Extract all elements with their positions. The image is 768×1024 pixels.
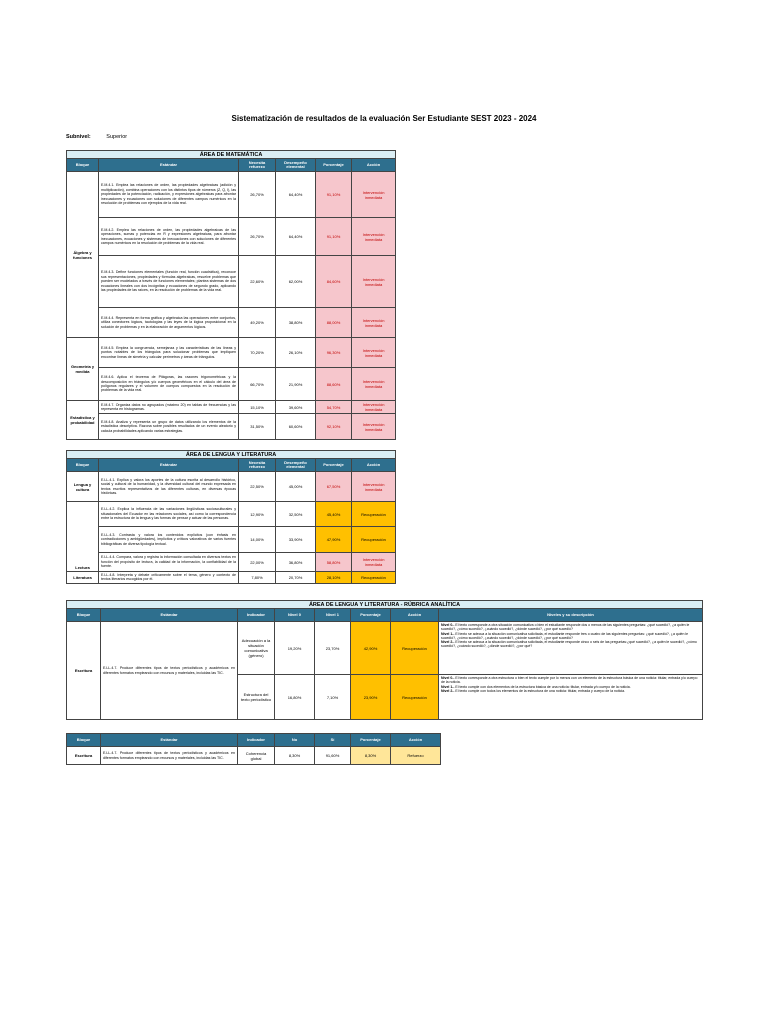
- matematica-table: [66, 150, 396, 440]
- col-porcentaje: Porcentaje: [316, 459, 352, 472]
- matematica-area-title: ÁREA DE MATEMÁTICA: [67, 151, 396, 159]
- col-estandar: Estándar: [99, 159, 239, 172]
- pct-cell: 28,10%: [316, 572, 352, 584]
- accion-cell: Recuperación: [391, 622, 439, 675]
- bloque-cell: Literatura: [67, 572, 99, 584]
- bloque-cell: Escritura: [67, 622, 101, 720]
- bloque-cell: Escritura: [67, 747, 101, 765]
- col-necesita-refuerzo: Necesita refuerzo: [239, 159, 276, 172]
- bloque-cell: Álgebra y funciones: [67, 172, 99, 338]
- table-row: [67, 338, 396, 368]
- estandar-cell: E.M.4.5. Emplea la congruencia, semejanza y las características de las líneas y puntos notables de los triángulos para solucionar problemas que impliquen encontrar líneas de simetría y calcular perímetros y áreas de triángulos.: [99, 338, 239, 368]
- table-row: [67, 414, 396, 440]
- accion-cell: Refuerzo: [391, 747, 441, 765]
- col-porcentaje: Porcentaje: [351, 734, 391, 747]
- col-si: Sí: [315, 734, 351, 747]
- nivel-item: Nivel 0.- El texto corresponde a otra estructura o bien el texto cumple por lo menos con un elemento de la estructura básica de una noticia: titular, entrada y/o cuerpo de la noticia.: [441, 676, 698, 685]
- col-estandar: Estándar: [99, 459, 239, 472]
- col-indicador: Indicador: [238, 734, 275, 747]
- n0-cell: 16,80%: [275, 675, 315, 720]
- pct-cell: 88,00%: [316, 308, 352, 338]
- estandar-cell: E.M.4.7. Organiza datos no agrupados (máximo 20) en tablas de frecuencias y las representa en histogramas.: [99, 401, 239, 414]
- nr-cell: 70,20%: [239, 338, 276, 368]
- estandar-cell: E.LL.4.4. Compara, valora y registra la información consultada en diversos textos en función del propósito de lectura, la calidad de la información, la confiabilidad de la fuente.: [99, 553, 239, 572]
- accion-cell: Intervención inmediata: [352, 338, 396, 368]
- nivel-item: Nivel 0.- El texto corresponde a otra situación comunicativa o bien el estudiante responde dos o menos de las siguientes preguntas: ¿qué sucedió?, ¿a quién le sucedió?, ¿cómo sucedió?, ¿cuándo sucedió?, ¿dónde sucedió?, ¿por qué sucedió?: [441, 623, 690, 632]
- bloque-cell: Estadística y probabilidad: [67, 401, 99, 440]
- de-cell: 60,60%: [276, 414, 316, 440]
- nr-cell: 22,00%: [239, 553, 276, 572]
- de-cell: 33,90%: [276, 527, 316, 553]
- lengua-area-title: ÁREA DE LENGUA Y LITERATURA: [67, 451, 396, 459]
- table-row: [67, 218, 396, 256]
- indicador-cell: Adecuación a la situación comunicativa (género): [238, 622, 275, 675]
- n0-cell: 19,20%: [275, 622, 315, 675]
- pct-cell: 67,50%: [316, 472, 352, 502]
- col-no: No: [275, 734, 315, 747]
- de-cell: 64,40%: [276, 218, 316, 256]
- table-row: [67, 572, 396, 584]
- accion-cell: Intervención inmediata: [352, 172, 396, 218]
- col-nivel-0: Nivel 0: [275, 609, 315, 622]
- estandar-cell: E.LL.4.2. Explica la influencia de las variaciones lingüísticas sociosculturales y situacionales del Ecuador en las relaciones sociales, así como la correspondencia entre la estructura de la lengua y las formas de pensar y actuar de las personas.: [99, 502, 239, 527]
- col-bloque: Bloque: [67, 459, 99, 472]
- de-cell: 20,70%: [276, 572, 316, 584]
- col-accion: Acción: [391, 734, 441, 747]
- accion-cell: Intervención inmediata: [352, 256, 396, 308]
- de-cell: 26,10%: [276, 338, 316, 368]
- subnivel: [66, 134, 127, 140]
- subnivel-value: Superior: [106, 134, 128, 140]
- nr-cell: 22,60%: [239, 256, 276, 308]
- de-cell: 38,80%: [276, 308, 316, 338]
- table-row: [67, 502, 396, 527]
- niveles-cell: [439, 675, 703, 720]
- accion-cell: Intervención inmediata: [352, 308, 396, 338]
- si-cell: 91,60%: [315, 747, 351, 765]
- pct-cell: 88,60%: [316, 368, 352, 401]
- pct-cell: 91,10%: [316, 172, 352, 218]
- col-accion: Acción: [352, 159, 396, 172]
- accion-cell: Intervención inmediata: [352, 401, 396, 414]
- de-cell: 45,00%: [276, 472, 316, 502]
- n1-cell: 7,10%: [315, 675, 351, 720]
- nr-cell: 31,50%: [239, 414, 276, 440]
- nr-cell: 26,70%: [239, 172, 276, 218]
- nr-cell: 7,80%: [239, 572, 276, 584]
- estandar-cell: E.LL.4.3. Contrasta y valora los contenidos explícitos (con énfasis en contradicciones y ambigüedades), implícitos y críticos valorativos de varios fuentes bibliográficas de diversa tipología textual.: [99, 527, 239, 553]
- accion-cell: Recuperación: [391, 675, 439, 720]
- indicador-cell: Estructura del texto periodístico: [238, 675, 275, 720]
- nr-cell: 15,10%: [239, 401, 276, 414]
- accion-cell: Recuperación: [352, 572, 396, 584]
- nr-cell: 26,70%: [239, 218, 276, 256]
- de-cell: 39,60%: [276, 401, 316, 414]
- niveles-cell: [439, 622, 703, 675]
- pct-cell: 47,90%: [316, 527, 352, 553]
- nr-cell: 12,90%: [239, 502, 276, 527]
- nivel-item: Nivel 1.- El texto cumple con dos elementos de la estructura básica de una noticia: titular, entrada y/o cuerpo de la noticia.: [441, 684, 631, 689]
- estandar-cell: E.LL.4.7. Produce diferentes tipos de textos periodísticos y académicos en diferentes formatos empleando con recursos y materiales, incluidas las TIC.: [101, 747, 238, 765]
- pct-cell: 91,10%: [316, 218, 352, 256]
- col-niveles: Niveles y su descripción: [439, 609, 703, 622]
- nr-cell: 14,00%: [239, 527, 276, 553]
- accion-cell: Recuperación: [352, 527, 396, 553]
- subnivel-label: Subnivel:: [66, 134, 91, 140]
- estandar-cell: E.M.4.2. Emplea las relaciones de orden, las propiedades algebraicas de las operaciones, sumas y potencias en R y expresiones algebraicas, para afrontar inecuaciones, ecuaciones y sistemas de inecuaciones con soluciones de diferentes campos numéricos en la resolución de problemas de la vida real.: [99, 218, 239, 256]
- bloque-cell: Lengua y cultura: [67, 472, 99, 502]
- nivel-item: Nivel 1.- El texto se adecua a la situación comunicativa solicitada, el estudiante responde tres o cuatro de las siguientes preguntas: ¿qué sucedió?, ¿a quién le sucedió?, ¿cómo sucedió?, ¿cuándo sucedió?, ¿dónde sucedió?, ¿por qué sucedió?: [441, 631, 689, 640]
- no-cell: 8,30%: [275, 747, 315, 765]
- estandar-cell: E.LL.4.8. Interpreta y debate críticamente sobre el tema, género y contexto de textos literarios escogidos por él.: [99, 572, 239, 584]
- accion-cell: Intervención inmediata: [352, 414, 396, 440]
- lengua-table: [66, 450, 396, 584]
- de-cell: 62,00%: [276, 256, 316, 308]
- table-row: [67, 527, 396, 553]
- col-porcentaje: Porcentaje: [316, 159, 352, 172]
- pct-cell: 92,10%: [316, 414, 352, 440]
- col-accion: Acción: [352, 459, 396, 472]
- bloque-cell: Lectura: [67, 502, 99, 572]
- estandar-cell: E.M.4.6. Aplica el teorema de Pitágoras, las razones trigonométricas y la descomposición en triángulos y/o cuerpos geométricos en el cálculo del área de polígonos regulares y el volumen de cuerpos compuestos en la resolución de problemas de la vida real.: [99, 368, 239, 401]
- col-desempeno-elemental: Desempeño elemental: [276, 459, 316, 472]
- accion-cell: Intervención inmediata: [352, 472, 396, 502]
- nr-cell: 22,50%: [239, 472, 276, 502]
- table-row: [67, 472, 396, 502]
- pct-cell: 8,30%: [351, 747, 391, 765]
- col-estandar: Estándar: [101, 734, 238, 747]
- pct-cell: 42,90%: [351, 622, 391, 675]
- pct-cell: 84,60%: [316, 256, 352, 308]
- col-nivel-1: Nivel 1: [315, 609, 351, 622]
- table-row: [67, 256, 396, 308]
- pct-cell: 54,70%: [316, 401, 352, 414]
- col-estandar: Estándar: [101, 609, 238, 622]
- nivel-item: Nivel 2.- El texto se adecua a la situación comunicativa solicitada, el estudiante responde cinco o seis de las preguntas:¿qué sucedió?, ¿a quién le sucedió?, ¿cómo sucedió?, ¿cuándo sucedió?, ¿dónde sucedió?, ¿por qué?: [441, 640, 697, 649]
- estandar-cell: E.M.4.1. Emplea las relaciones de orden, las propiedades algebraicas (adición y multiplicación), combina operaciones con los distintos tipos de números (Z, Q, I), las propiedades de la potenciación, radicación, y expresiones algebraicas para afrontar inecuaciones y ecuaciones con soluciones de diferentes campos numéricos en la resolución de problemas con ejemplos de la vida real.: [99, 172, 239, 218]
- de-cell: 21,90%: [276, 368, 316, 401]
- col-bloque: Bloque: [67, 734, 101, 747]
- table-row: [67, 747, 441, 765]
- rubrica-area-title: ÁREA DE LENGUA Y LITERATURA - RÚBRICA ANALÍTICA: [67, 601, 703, 609]
- estandar-cell: E.M.4.4. Representa en forma gráfica y algebraica las operaciones entre conjuntos, utiliza conectores lógicos, tautologías y las leyes de la lógica proposicional en la solución de problemas y en la elaboración de argumentos lógicos.: [99, 308, 239, 338]
- table-row: [67, 308, 396, 338]
- global-table: [66, 733, 441, 765]
- accion-cell: Intervención inmediata: [352, 553, 396, 572]
- col-accion: Acción: [391, 609, 439, 622]
- estandar-cell: E.M.4.8. Analiza y representa un grupo de datos utilizando los elementos de la estadística descriptiva. Razona sobre posibles resultados de un evento aleatorio y calcula probabilidades aplicando varias estrategias.: [99, 414, 239, 440]
- table-row: [67, 368, 396, 401]
- col-desempeno-elemental: Desempeño elemental: [276, 159, 316, 172]
- n1-cell: 23,70%: [315, 622, 351, 675]
- accion-cell: Intervención inmediata: [352, 368, 396, 401]
- indicador-cell: Coherencia global: [238, 747, 275, 765]
- estandar-cell: E.M.4.3. Define funciones elementales (función real, función cuadrática), reconoce sus representaciones, propiedades y fórmulas algebraicas, resuelve problemas que pueden ser modelados a través de funciones elementales; plantea sistemas de dos ecuaciones lineales con dos incógnitas y ecuaciones de segundo grado, aplicando las propiedades de las raíces, en la resolución de problemas de la vida real.: [99, 256, 239, 308]
- col-indicador: Indicador: [238, 609, 275, 622]
- page-title: Sistematización de resultados de la evaluación Ser Estudiante SEST 2023 - 2024: [231, 114, 537, 123]
- de-cell: 32,50%: [276, 502, 316, 527]
- pct-cell: 96,30%: [316, 338, 352, 368]
- col-porcentaje: Porcentaje: [351, 609, 391, 622]
- table-row: [67, 622, 703, 675]
- col-bloque: Bloque: [67, 159, 99, 172]
- accion-cell: Intervención inmediata: [352, 218, 396, 256]
- table-row: [67, 553, 396, 572]
- rubrica-table: [66, 600, 703, 720]
- estandar-cell: E.LL.4.1. Explica y valora los aportes de la cultura escrita al desarrollo histórico, social y cultural de la humanidad, y la diversidad cultural del mundo expresada en textos escritos representativos de las diferentes culturas, en diversas épocas históricas.: [99, 472, 239, 502]
- table-row: [67, 401, 396, 414]
- de-cell: 36,80%: [276, 553, 316, 572]
- table-row: [67, 172, 396, 218]
- col-bloque: Bloque: [67, 609, 101, 622]
- bloque-cell: Geometría y medida: [67, 338, 99, 401]
- nr-cell: 66,70%: [239, 368, 276, 401]
- col-necesita-refuerzo: Necesita refuerzo: [239, 459, 276, 472]
- pct-cell: 58,80%: [316, 553, 352, 572]
- accion-cell: Recuperación: [352, 502, 396, 527]
- pct-cell: 45,40%: [316, 502, 352, 527]
- nivel-item: Nivel 2.- El texto cumple con todos los elementos de la estructura de una noticia: titular, entrada y cuerpo de la noticia.: [441, 688, 626, 693]
- de-cell: 64,40%: [276, 172, 316, 218]
- nr-cell: 49,20%: [239, 308, 276, 338]
- estandar-cell: E.LL.4.7. Produce diferentes tipos de textos periodísticos y académicos en diferentes formatos empleando con recursos y materiales, incluidas las TIC.: [101, 622, 238, 720]
- pct-cell: 23,90%: [351, 675, 391, 720]
